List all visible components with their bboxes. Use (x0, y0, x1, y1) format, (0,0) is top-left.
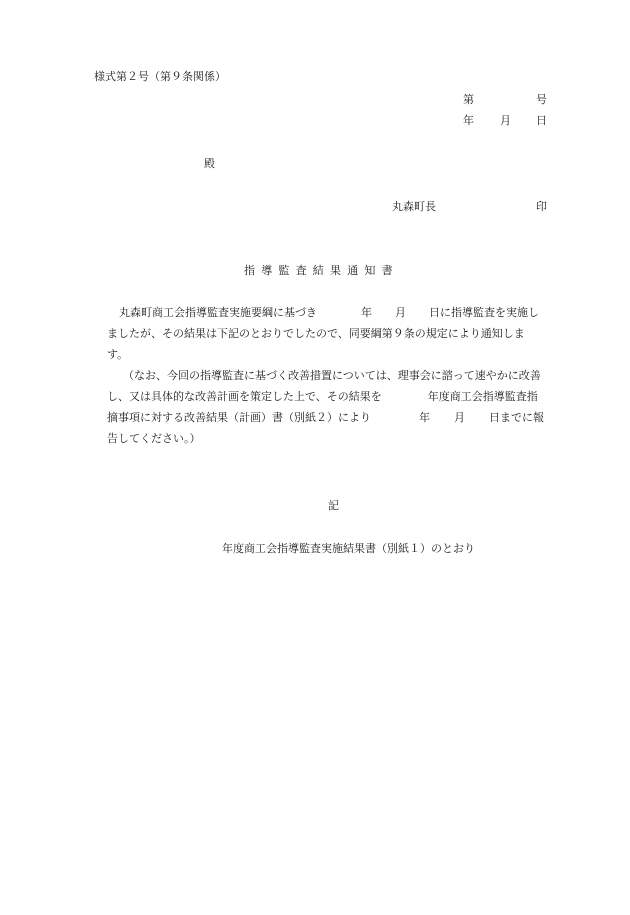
text-segment: 日までに報 (489, 411, 544, 424)
addressee: 殿 (204, 157, 215, 170)
text-segment: 年 (419, 411, 430, 424)
date-day: 日 (536, 114, 547, 127)
paragraph-line: （なお、今回の指導監査に基づく改善措置については、理事会に諮って速やかに改善 (123, 369, 541, 382)
number-suffix: 号 (536, 93, 547, 106)
date-month: 月 (500, 114, 511, 127)
result-statement: 年度商工会指導監査実施結果書（別紙１）のとおり (222, 542, 475, 555)
text-segment: 日に指導監査を実施し (429, 306, 539, 319)
paragraph-line: す。 (107, 348, 129, 361)
paragraph-line (107, 391, 538, 402)
paragraph-line: 告してください。） (107, 432, 201, 445)
seal-mark: 印 (536, 200, 547, 213)
paragraph-line: ましたが、その結果は下記のとおりでしたので、同要綱第９条の規定により通知しま (107, 327, 525, 340)
text-segment: 丸森町商工会指導監査実施要綱に基づき (119, 306, 317, 319)
text-segment: 摘事項に対する改善結果（計画）書（別紙２）により (107, 411, 371, 424)
paragraph-line (119, 307, 539, 318)
sender-name: 丸森町長 (392, 200, 436, 213)
text-segment: 年 (361, 306, 372, 319)
document-title: 指導監査結果通知書 (244, 264, 399, 277)
text-segment: 月 (454, 411, 465, 424)
number-prefix: 第 (463, 93, 474, 106)
text-segment: 月 (395, 306, 406, 319)
date-year: 年 (463, 114, 474, 127)
text-segment: 年度商工会指導監査指 (427, 390, 538, 403)
paragraph-line (107, 412, 544, 423)
form-label: 様式第２号（第９条関係） (94, 70, 226, 83)
text-segment: し、又は具体的な改善計画を策定した上で、その結果を (107, 390, 382, 403)
ki-heading: 記 (328, 499, 339, 512)
